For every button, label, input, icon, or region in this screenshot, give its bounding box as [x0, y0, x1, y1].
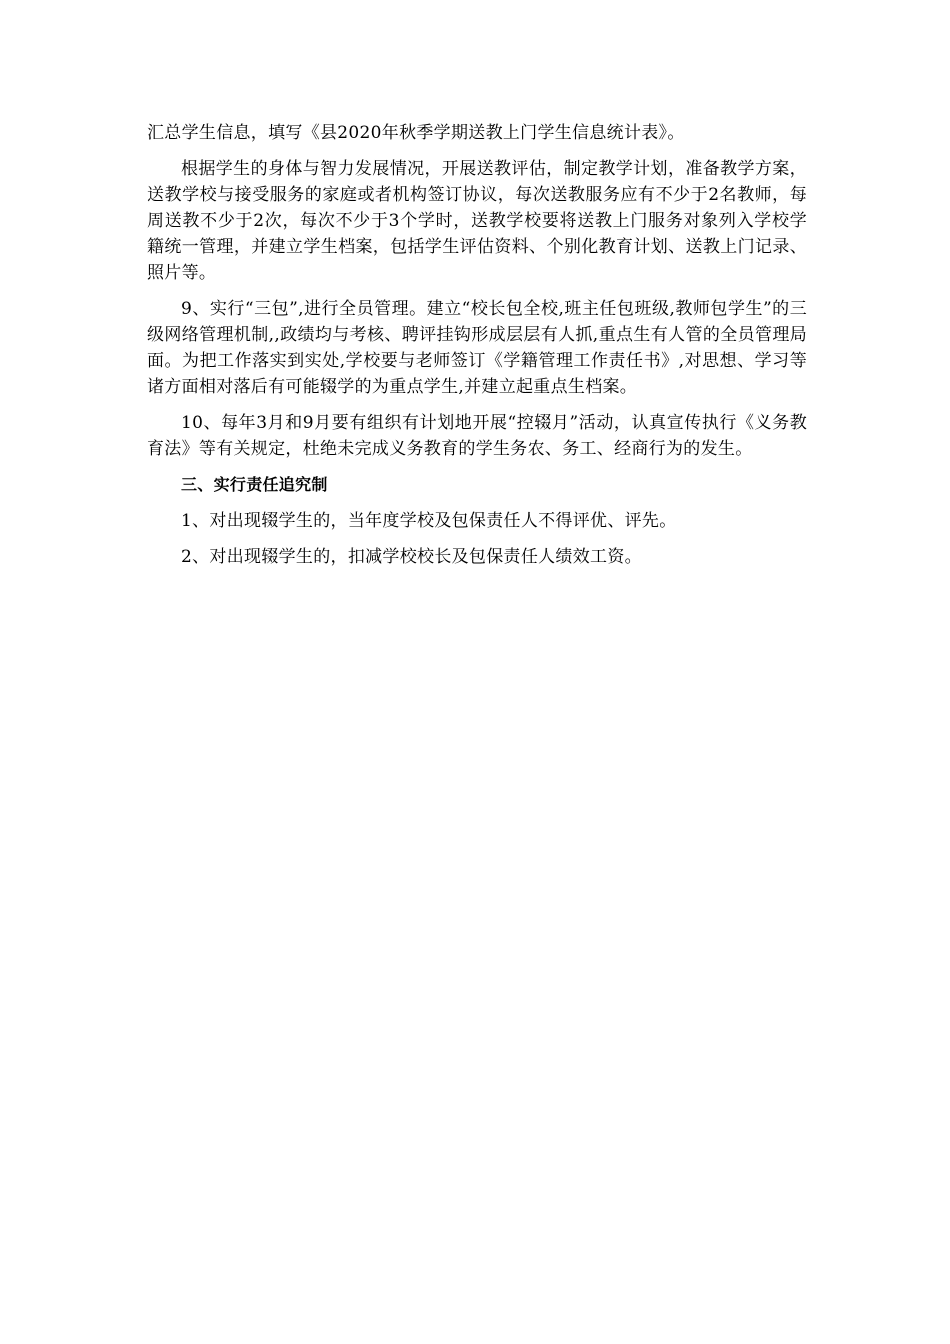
paragraph-continuation: 汇总学生信息，填写《县2020年秋季学期送教上门学生信息统计表》。 — [147, 123, 685, 143]
paragraph-item-10: 10、每年3月和9月要有组织有计划地开展“控辍月”活动，认真宣传执行《义务教育法》等有关规定，杜绝未完成义务教育的学生务农、务工、经商行为的发生。 — [147, 413, 807, 459]
paragraph-assessment: 根据学生的身体与智力发展情况，开展送教评估，制定教学计划，准备教学方案，送教学校与接受服务的家庭或者机构签订协议，每次送教服务应有不少于2名教师，每周送教不少于2次，每次不少于3个学时，送教学校要将送教上门服务对象列入学校学籍统一管理，并建立学生档案，包括学生评估资料、个别化教育计划、送教上门记录、照片等。 — [147, 159, 807, 283]
list-item-2: 2、对出现辍学生的，扣减学校校长及包保责任人绩效工资。 — [181, 547, 642, 567]
paragraph-item-9: 9、实行“三包”,进行全员管理。建立“校长包全校,班主任包班级,教师包学生”的三级网络管理机制,,政绩均与考核、聘评挂钩形成层层有人抓,重点生有人管的全员管理局面。为把工作落实到实处,学校要与老师签订《学籍管理工作责任书》,对思想、学习等诸方面相对落后有可能辍学的为重点学生,并建立起重点生档案。 — [147, 299, 807, 397]
document-body — [147, 120, 807, 580]
list-item-1: 1、对出现辍学生的，当年度学校及包保责任人不得评优、评先。 — [181, 511, 677, 531]
section-heading: 三、实行责任追究制 — [181, 475, 328, 494]
